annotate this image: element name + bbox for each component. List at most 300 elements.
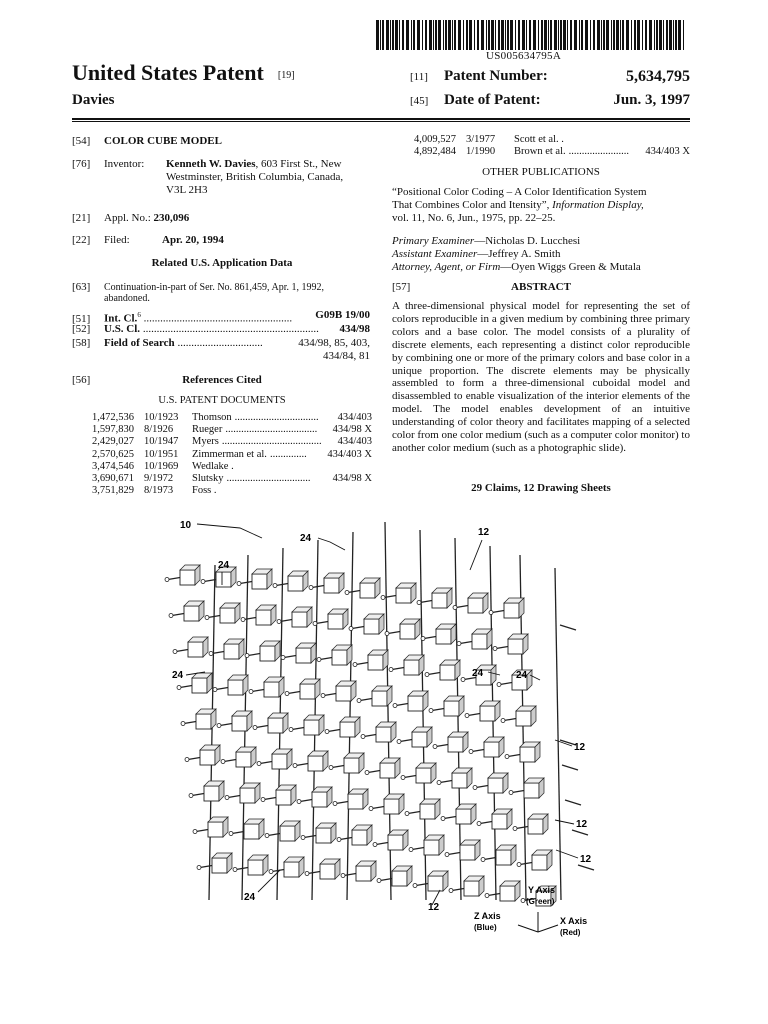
int-cl-label: Int. Cl. xyxy=(104,312,138,325)
cube-element xyxy=(400,624,415,639)
header-rule-thin xyxy=(72,121,690,122)
reference-number: 2,429,027 xyxy=(92,436,134,448)
reference-row xyxy=(92,473,372,485)
cube-element xyxy=(188,642,203,657)
primary-examiner-name: —Nicholas D. Lucchesi xyxy=(474,235,581,247)
cube-element xyxy=(440,665,455,680)
x-axis-line xyxy=(538,925,558,932)
cube-element xyxy=(256,610,271,625)
rod-end xyxy=(313,622,317,626)
barcode-bar xyxy=(574,20,577,50)
barcode-bar xyxy=(505,20,506,50)
rod-stub xyxy=(440,781,452,783)
int-cl-value: G09B 19/00 xyxy=(312,309,370,322)
cube-element xyxy=(228,680,243,695)
barcode-bar xyxy=(469,20,472,50)
reference-class: 434/98 X xyxy=(332,424,372,436)
rod-end xyxy=(393,704,397,708)
rod-end xyxy=(325,730,329,734)
related-heading: Related U.S. Application Data xyxy=(151,257,293,269)
rod-end xyxy=(497,683,501,687)
cube-element xyxy=(416,768,431,783)
rod-end xyxy=(273,584,277,588)
cube-element xyxy=(208,822,223,837)
rod-stub xyxy=(336,802,348,804)
appl-number: 230,096 xyxy=(153,212,190,224)
barcode-bar xyxy=(510,20,513,50)
barcode-bar xyxy=(382,20,384,50)
rod-end xyxy=(489,611,493,615)
rod-end xyxy=(301,836,305,840)
cube-element xyxy=(244,824,259,839)
cube-element xyxy=(388,835,403,850)
rod-stub xyxy=(356,663,368,665)
cube-element xyxy=(356,866,371,881)
cube-element xyxy=(200,750,215,765)
rod-end xyxy=(329,766,333,770)
reference-date: 10/1947 xyxy=(144,436,179,448)
rod-stub xyxy=(500,683,512,685)
rod-end xyxy=(237,582,241,586)
reference-number: 3,690,671 xyxy=(92,473,134,484)
barcode xyxy=(376,20,686,50)
rod-stub xyxy=(168,578,180,580)
patent-title-heading xyxy=(72,60,295,86)
rod-stub xyxy=(192,794,204,796)
cube-element xyxy=(320,864,335,879)
reference-class: 434/403 xyxy=(337,436,372,448)
rod-stub xyxy=(188,758,200,760)
cube-element xyxy=(300,684,315,699)
barcode-bar xyxy=(626,20,629,50)
rod-end xyxy=(449,889,453,893)
rod-stub xyxy=(436,745,448,747)
reference-number: 1,472,536 xyxy=(92,412,134,423)
leader-line xyxy=(318,538,345,550)
rod xyxy=(209,565,215,900)
rod-stub xyxy=(172,614,184,616)
barcode-bar xyxy=(454,20,456,50)
rod-stub xyxy=(488,894,500,896)
reference-numeral: 24 xyxy=(516,670,528,681)
rod-end xyxy=(389,668,393,672)
rod-end xyxy=(353,663,357,667)
continuation-code: [63] xyxy=(72,281,91,293)
barcode-bar xyxy=(533,20,536,50)
rod-stub xyxy=(288,692,300,694)
assistant-examiner-name: —Jeffrey A. Smith xyxy=(477,248,561,260)
barcode-bar xyxy=(620,20,621,50)
rod-stub xyxy=(472,750,484,752)
barcode-bar xyxy=(386,20,389,50)
x-axis-label: X Axis xyxy=(560,916,588,926)
int-cl-code: [51] xyxy=(72,312,91,325)
rod-stub xyxy=(308,872,320,874)
claims-summary: 29 Claims, 12 Drawing Sheets xyxy=(471,482,611,494)
rod-end xyxy=(229,832,233,836)
rod-end xyxy=(297,800,301,804)
rod-stub xyxy=(244,618,256,620)
rod-end xyxy=(201,580,205,584)
rod-end xyxy=(385,632,389,636)
reference-row xyxy=(92,424,372,436)
cube-element xyxy=(504,603,519,618)
reference-row xyxy=(92,412,372,424)
author-name: Davies xyxy=(72,92,115,108)
rod-end xyxy=(493,647,497,651)
reference-row xyxy=(92,485,372,497)
rod-stub xyxy=(320,658,332,660)
inventor-label: Inventor: xyxy=(104,158,145,170)
cube-model-drawing xyxy=(165,522,594,906)
rod-stub xyxy=(352,627,364,629)
reference-numeral: 12 xyxy=(574,742,586,753)
cube-element xyxy=(268,718,283,733)
patent-date-code: [45] xyxy=(410,95,429,107)
rod-stub xyxy=(228,796,240,798)
rod-end xyxy=(165,578,169,582)
rod-stub xyxy=(412,848,424,850)
patent-date-row xyxy=(410,92,690,109)
cube-element xyxy=(196,714,211,729)
cube-element xyxy=(352,830,367,845)
cube-element xyxy=(348,794,363,809)
rod-stub xyxy=(496,647,508,649)
barcode-bar xyxy=(501,20,504,50)
rod-end xyxy=(253,726,257,730)
leader-line xyxy=(555,820,574,824)
reference-numeral: 12 xyxy=(428,902,440,913)
rod-end xyxy=(473,786,477,790)
appl-section xyxy=(72,212,372,225)
rod-end xyxy=(349,627,353,631)
rod-end xyxy=(369,807,373,811)
rod-stub xyxy=(248,654,260,656)
barcode-bar xyxy=(529,20,531,50)
rod-stub xyxy=(300,800,312,802)
cube-element xyxy=(280,826,295,841)
barcode-bar xyxy=(631,20,632,50)
barcode-bar xyxy=(488,20,490,50)
barcode-bar xyxy=(522,20,525,50)
cube-element xyxy=(324,578,339,593)
rod-end xyxy=(457,642,461,646)
cube-element xyxy=(436,629,451,644)
rod-stub xyxy=(578,865,594,870)
z-axis-label: Z Axis xyxy=(474,911,501,921)
cube-element xyxy=(516,711,531,726)
barcode-bar xyxy=(495,20,496,50)
barcode-bar xyxy=(622,20,624,50)
reference-numeral: 10 xyxy=(180,520,192,531)
cube-element xyxy=(432,593,447,608)
reference-dots xyxy=(567,134,687,146)
barcode-bar xyxy=(380,20,381,50)
inventor-address-2: Westminster, British Columbia, Canada, xyxy=(166,171,344,183)
rod-stub xyxy=(216,688,228,690)
cube-element xyxy=(464,881,479,896)
barcode-bar xyxy=(563,20,566,50)
patent-number-label: Patent Number: xyxy=(444,68,548,84)
barcode-bar xyxy=(659,20,662,50)
rod-stub xyxy=(368,771,380,773)
cube-element xyxy=(260,646,275,661)
header-rule xyxy=(72,118,690,120)
barcode-bar xyxy=(579,20,580,50)
rod-end xyxy=(413,884,417,888)
rod-stub xyxy=(392,668,404,670)
rod-end xyxy=(445,853,449,857)
barcode-bar xyxy=(429,20,432,50)
reference-date: 10/1951 xyxy=(144,448,179,460)
rod-end xyxy=(417,601,421,605)
barcode-bar xyxy=(663,20,664,50)
barcode-bar xyxy=(678,20,681,50)
inventor-code: [76] xyxy=(72,158,91,170)
leader-line xyxy=(556,850,578,858)
barcode-bar xyxy=(616,20,619,50)
barcode-bar xyxy=(399,20,400,50)
reference-name: Zimmerman et al. xyxy=(192,448,267,460)
barcode-bar xyxy=(585,20,588,50)
reference-row xyxy=(414,146,690,158)
cube-element xyxy=(384,799,399,814)
rod-end xyxy=(305,872,309,876)
rod-stub xyxy=(256,726,268,728)
cube-element xyxy=(292,612,307,627)
rod-end xyxy=(185,758,189,762)
rod-stub xyxy=(492,611,504,613)
rod-end xyxy=(429,709,433,713)
cube-element xyxy=(524,783,539,798)
barcode-bar xyxy=(656,20,658,50)
publication-title-end: That Combines Color and Itensity”, xyxy=(392,199,550,211)
rod-stub xyxy=(324,694,336,696)
rod-stub xyxy=(240,582,252,584)
rod-end xyxy=(289,728,293,732)
rod-end xyxy=(181,722,185,726)
rod-end xyxy=(421,637,425,641)
barcode-bar xyxy=(649,20,652,50)
publication-line-3: vol. 11, No. 6, Jun., 1975, pp. 22–25. xyxy=(392,212,556,224)
x-axis-sublabel: (Red) xyxy=(560,928,581,937)
barcode-bar xyxy=(406,20,409,50)
cube-element xyxy=(304,720,319,735)
barcode-bar xyxy=(433,20,434,50)
field-search-dots: ............................... xyxy=(177,337,263,349)
cube-element xyxy=(212,858,227,873)
cube-element xyxy=(240,788,255,803)
continuation-line-2: abandoned. xyxy=(104,293,150,304)
field-search-label: Field of Search xyxy=(104,337,175,349)
reference-dots: ....................... xyxy=(568,146,629,158)
rod-stub xyxy=(562,765,578,770)
cube-element xyxy=(312,792,327,807)
reference-class: 434/403 X xyxy=(327,448,372,460)
barcode-bar xyxy=(581,20,583,50)
references-heading: References Cited xyxy=(182,374,262,386)
cube-element xyxy=(224,644,239,659)
us-cl-section xyxy=(72,323,372,336)
rod-end xyxy=(361,735,365,739)
rod-end xyxy=(257,762,261,766)
filed-label: Filed: xyxy=(104,234,130,246)
barcode-bar xyxy=(458,20,461,50)
attorney-label: Attorney, Agent, or Firm xyxy=(392,261,501,273)
reference-date: 9/1972 xyxy=(144,473,174,484)
reference-dots xyxy=(220,485,369,497)
appl-label: Appl. No.: xyxy=(104,212,151,224)
rod-end xyxy=(465,714,469,718)
reference-date: 3/1977 xyxy=(466,134,496,145)
rod-end xyxy=(221,760,225,764)
barcode-bar xyxy=(642,20,643,50)
cube-element xyxy=(420,804,435,819)
cube-element xyxy=(408,696,423,711)
cube-element xyxy=(520,747,535,762)
rod-stub xyxy=(428,673,440,675)
barcode-bar xyxy=(645,20,647,50)
rod-stub xyxy=(504,719,516,721)
barcode-bar xyxy=(538,20,539,50)
barcode-bar xyxy=(603,20,605,50)
cube-element xyxy=(396,588,411,603)
rod-stub xyxy=(292,728,304,730)
rod-end xyxy=(405,812,409,816)
references-code: [56] xyxy=(72,374,91,386)
cube-element xyxy=(472,634,487,649)
cube-element xyxy=(180,570,195,585)
barcode-bar xyxy=(554,20,557,50)
rod-end xyxy=(381,596,385,600)
barcode-bar xyxy=(445,20,447,50)
rod-stub xyxy=(296,764,308,766)
z-axis-line xyxy=(518,925,538,932)
rod-stub xyxy=(184,722,196,724)
publication-journal: Information Display, xyxy=(552,199,644,211)
cube-element xyxy=(184,606,199,621)
cube-element xyxy=(276,790,291,805)
cube-element xyxy=(192,678,207,693)
rod-end xyxy=(481,858,485,862)
rod-end xyxy=(277,620,281,624)
rod-end xyxy=(225,796,229,800)
rod-stub xyxy=(260,762,272,764)
reference-dots: ...................................... xyxy=(221,436,322,448)
cube-element xyxy=(376,727,391,742)
rod-stub xyxy=(264,798,276,800)
rod-stub xyxy=(316,622,328,624)
barcode-bar xyxy=(613,20,615,50)
rod-end xyxy=(177,686,181,690)
reference-name: Wedlake . xyxy=(192,460,234,472)
barcode-bar xyxy=(392,20,394,50)
cube-element xyxy=(220,608,235,623)
rod-stub xyxy=(252,690,264,692)
barcode-bar xyxy=(593,20,595,50)
patent-date: Jun. 3, 1997 xyxy=(613,92,690,108)
rod-stub xyxy=(396,704,408,706)
barcode-bar xyxy=(425,20,427,50)
barcode-bar xyxy=(590,20,591,50)
rod-stub xyxy=(444,817,456,819)
barcode-bar xyxy=(675,20,677,50)
cube-element xyxy=(404,660,419,675)
cube-element xyxy=(360,583,375,598)
rod-stub xyxy=(565,800,581,805)
cube-element xyxy=(480,706,495,721)
rod-end xyxy=(281,656,285,660)
reference-numeral: 24 xyxy=(172,670,184,681)
barcode-bar xyxy=(666,20,668,50)
patent-number-code: [11] xyxy=(410,71,428,83)
barcode-bar xyxy=(570,20,572,50)
reference-name: Rueger xyxy=(192,424,223,436)
field-search-value-1: 434/98, 85, 403, xyxy=(295,337,370,350)
rod-end xyxy=(401,776,405,780)
rod-stub xyxy=(560,625,576,630)
rod-stub xyxy=(304,836,316,838)
axis-indicator xyxy=(474,885,587,937)
cube-element xyxy=(444,701,459,716)
rod-stub xyxy=(340,838,352,840)
rod-end xyxy=(189,794,193,798)
rod xyxy=(555,568,561,900)
rod-end xyxy=(517,863,521,867)
cube-element xyxy=(284,862,299,877)
cube-element xyxy=(448,737,463,752)
rod-stub xyxy=(328,730,340,732)
reference-date: 8/1926 xyxy=(144,424,174,436)
barcode-bar xyxy=(654,20,655,50)
appl-code: [21] xyxy=(72,212,91,224)
barcode-bar xyxy=(601,20,602,50)
other-publications-heading: OTHER PUBLICATIONS xyxy=(482,166,600,178)
reference-date: 10/1923 xyxy=(144,412,179,423)
cube-element xyxy=(492,814,507,829)
rod xyxy=(490,546,496,900)
rod-stub xyxy=(344,874,356,876)
barcode-bar xyxy=(463,20,464,50)
abstract-code: [57] xyxy=(392,281,411,293)
barcode-bar xyxy=(498,20,500,50)
rod-end xyxy=(293,764,297,768)
cube-element xyxy=(272,754,287,769)
rod-stub xyxy=(400,740,412,742)
barcode-bar xyxy=(474,20,475,50)
barcode-bar xyxy=(438,20,441,50)
document-code: US005634795A xyxy=(486,50,562,62)
cube-element xyxy=(456,809,471,824)
publication-line-1: “Positional Color Coding – A Color Identification System xyxy=(392,186,647,198)
us-cl-dots: ................................................................ xyxy=(142,323,319,335)
reference-name: Brown et al. xyxy=(514,146,566,158)
rod-stub xyxy=(484,858,496,860)
assistant-examiner-label: Assistant Examiner xyxy=(392,248,478,260)
reference-number: 3,474,546 xyxy=(92,460,134,472)
rod-end xyxy=(441,817,445,821)
reference-name: Scott et al. . xyxy=(514,134,564,145)
rod-end xyxy=(377,879,381,883)
us-cl-label: U.S. Cl. xyxy=(104,323,141,335)
rod-stub xyxy=(332,766,344,768)
rod-stub xyxy=(456,606,468,608)
rod-stub xyxy=(312,586,324,588)
rod-stub xyxy=(572,830,588,835)
abstract-heading: ABSTRACT xyxy=(511,281,571,293)
rod-stub xyxy=(460,642,472,644)
rod-end xyxy=(261,798,265,802)
